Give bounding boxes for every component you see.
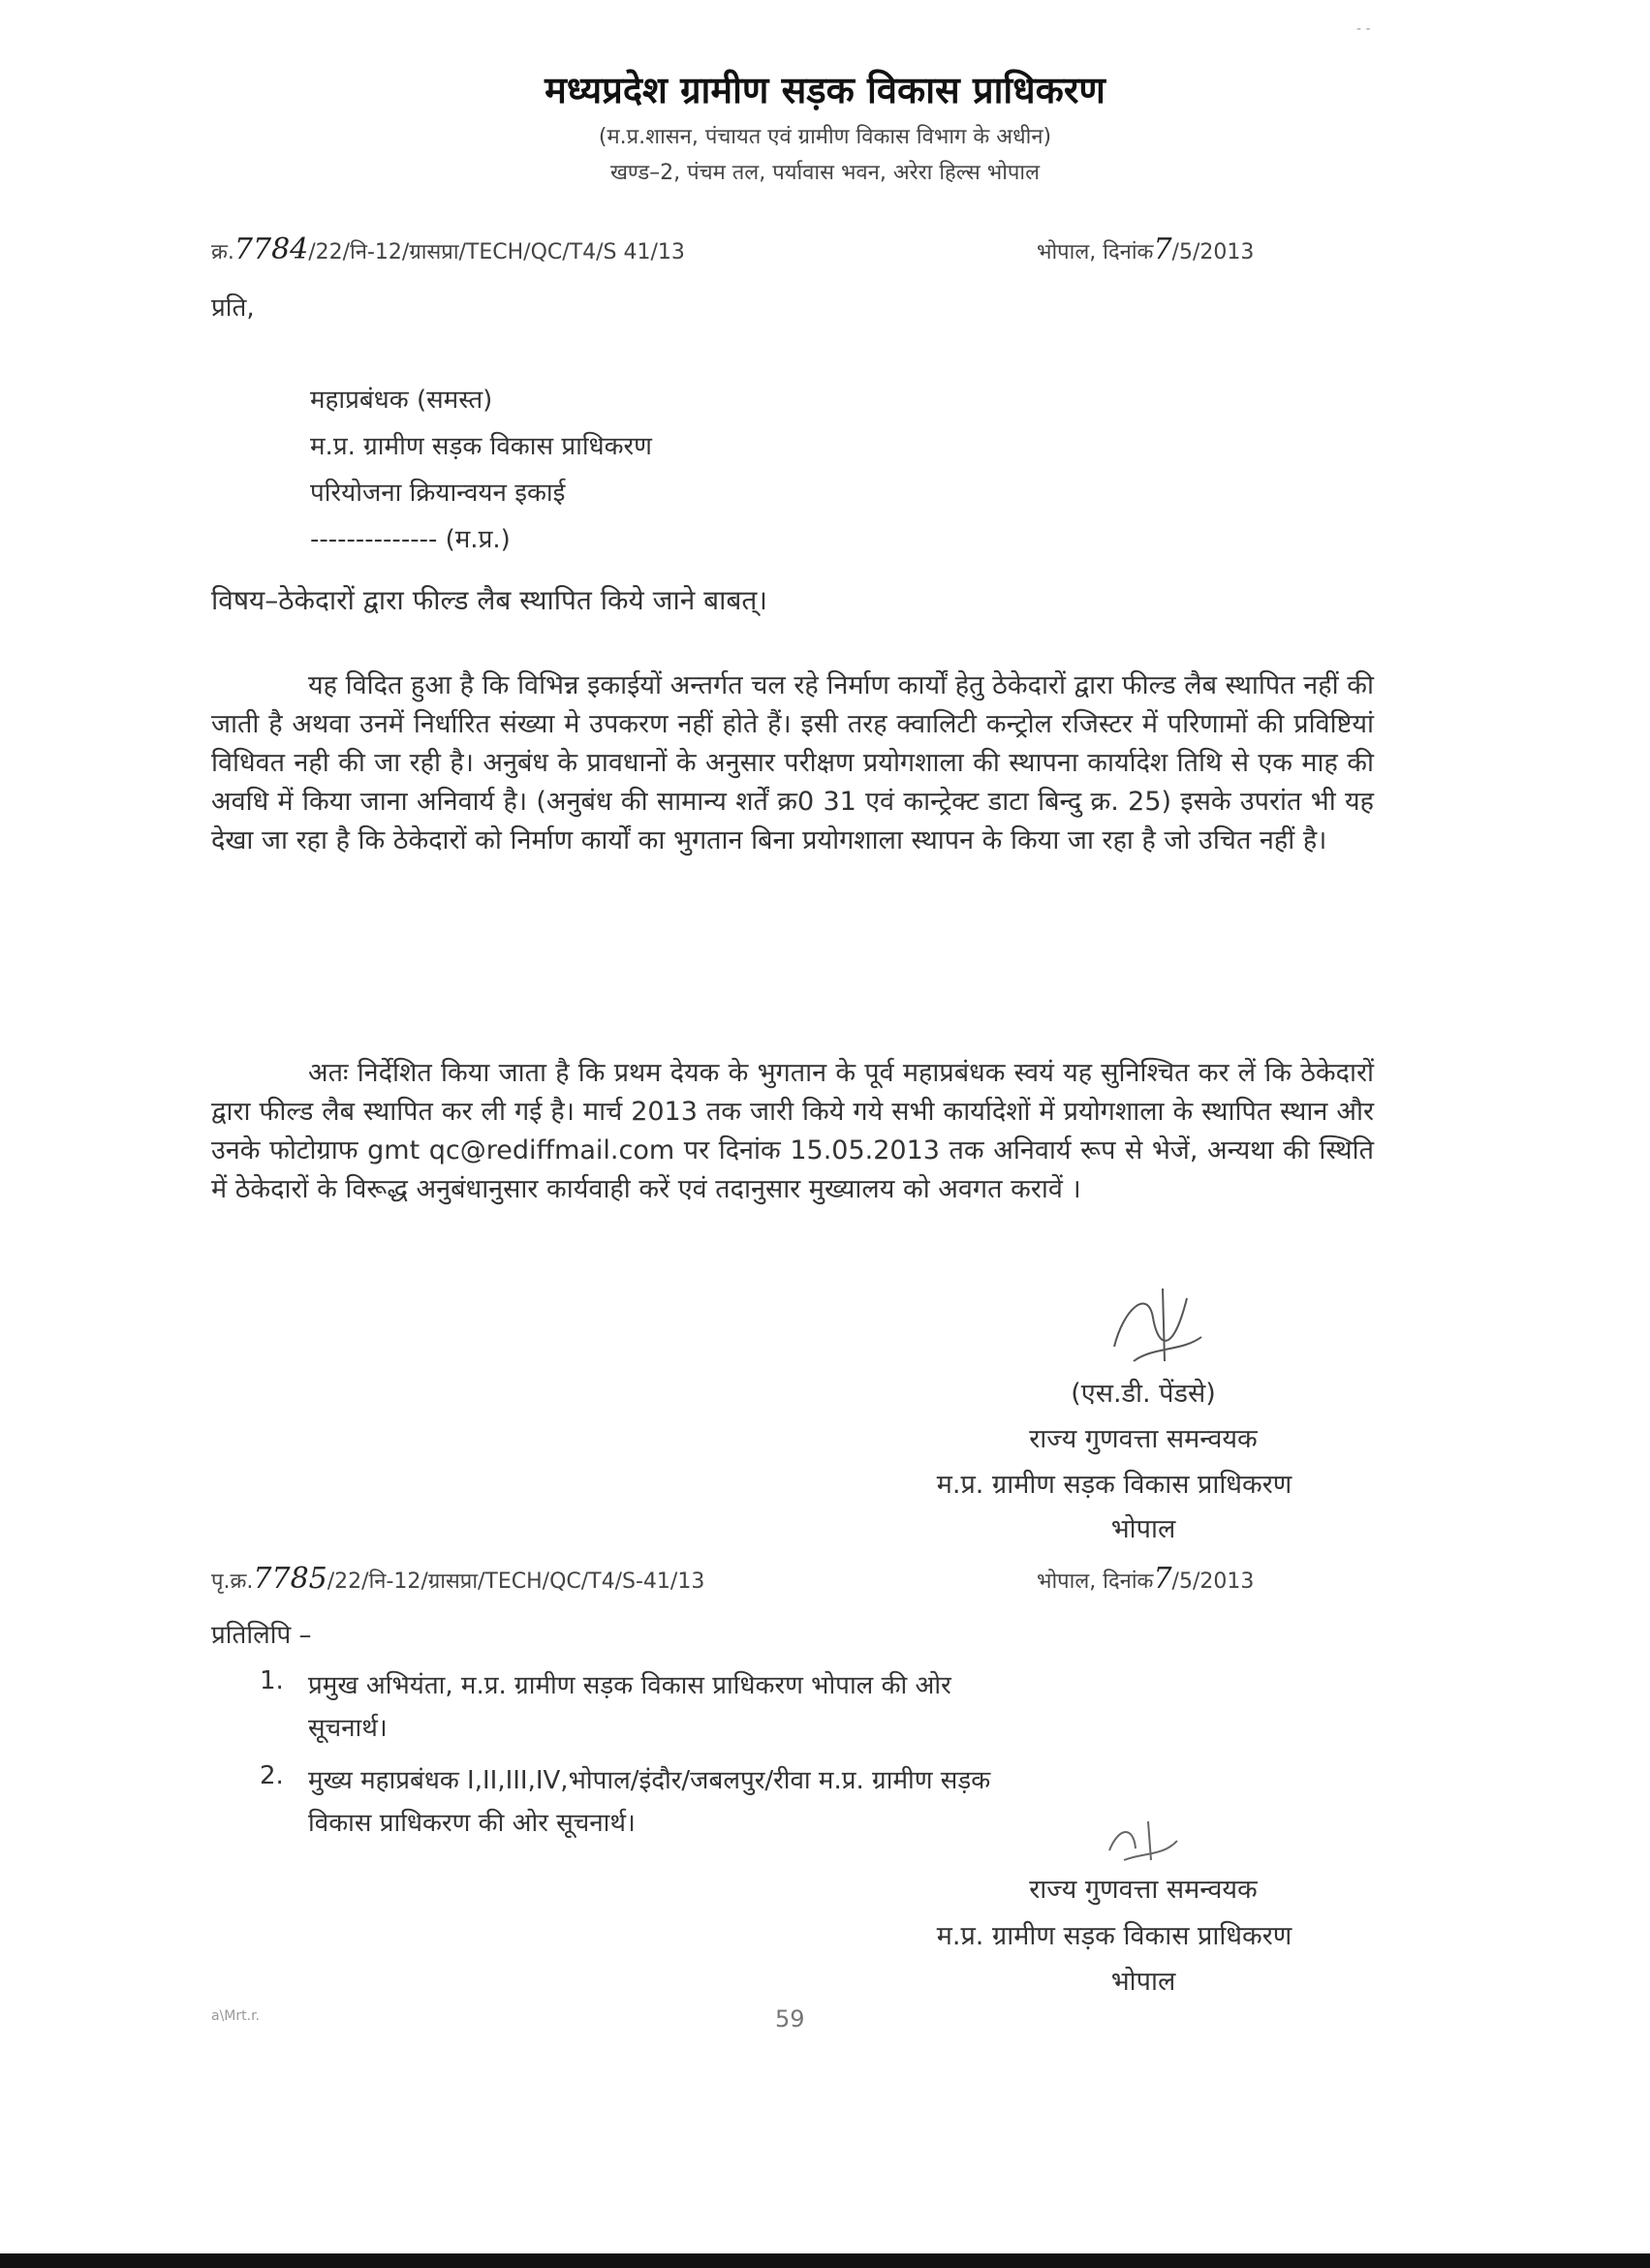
addressee-line-2: म.प्र. ग्रामीण सड़क विकास प्राधिकरण	[310, 432, 652, 461]
body-paragraph-1: यह विदित हुआ है कि विभिन्न इकाईयों अन्तर्गत चल रहे निर्माण कार्यों हेतु ठेकेदारों द्वारा फील्ड लैब स्थापित नहीं की जाती है अथवा उनमें निर्धारित संख्या मे उपकरण नहीं होते हैं। इसी तरह क्वालिटी कन्ट्रोल रजिस्टर में परिणामों की प्रविष्टियां विधिवत नही की जा रही है। अनुबंध के प्रावधानों के अनुसार परीक्षण प्रयोगशाला की स्थापना कार्यादेश तिथि से एक माह की अवधि में किया जाना अनिवार्य है। (अनुबंध की सामान्य शर्तें क्र0 31 एवं कान्ट्रेक्ट डाटा बिन्दु क्र. 25) इसके उपरांत भी यह देखा जा रहा है कि ठेकेदारों को निर्माण कार्यों का भुगतान बिना प्रयोगशाला स्थापन के किया जा रहा है जो उचित नहीं है।	[211, 670, 1374, 855]
copy-item-2-number: 2.	[260, 1761, 284, 1790]
signatory-designation: राज्य गुणवत्ता समन्वयक	[1029, 1424, 1258, 1454]
signatory-name: (एस.डी. पेंडसे)	[1071, 1379, 1216, 1409]
copy-signatory-org: म.प्र. ग्रामीण सड़क विकास प्राधिकरण	[936, 1921, 1292, 1951]
org-title: मध्यप्रदेश ग्रामीण सड़क विकास प्राधिकरण	[545, 69, 1105, 111]
copy-signatory-designation: राज्य गुणवत्ता समन्वयक	[1029, 1875, 1258, 1905]
date-handwritten: 7	[1153, 233, 1172, 266]
page-number: 59	[775, 2005, 805, 2033]
copy-signatory-place: भोपाल	[1110, 1967, 1176, 1997]
body-paragraph-2: अतः निर्देशित किया जाता है कि प्रथम देयक के भुगतान के पूर्व महाप्रबंधक स्वयं यह सुनिश्चित कर लें कि ठेकेदारों द्वारा फील्ड लैब स्थापित कर ली गई है। मार्च 2013 तक जारी किये गये सभी कार्यादेशों में प्रयोगशाला के स्थापित स्थान और उनके फोटोग्राफ gmt qc@rediffmail.com पर दिनांक 15.05.2013 तक अनिवार्य रूप से भेजें, अन्यथा की स्थिति में ठेकेदारों के विरूद्ध अनुबंधानुसार कार्यवाही करें एवं तदानुसार मुख्यालय को अवगत करावें ।	[211, 1058, 1374, 1204]
copy-ref-number-handwritten: 7785	[253, 1562, 327, 1596]
copy-heading: प्रतिलिपि –	[211, 1621, 312, 1650]
addressee-line-1: महाप्रबंधक (समस्त)	[310, 386, 493, 415]
ref-text: /22/नि-12/ग्रासप्रा/TECH/QC/T4/S 41/13	[308, 240, 685, 264]
signatory-place: भोपाल	[1110, 1514, 1176, 1544]
date-label: भोपाल, दिनांक	[1037, 240, 1154, 264]
copy-item-1-number: 1.	[260, 1666, 284, 1695]
copy-signature-scribble	[1095, 1812, 1192, 1870]
scan-speck: - -	[1356, 21, 1371, 37]
letter-ref-line	[211, 233, 685, 266]
salutation: प्रति,	[211, 294, 255, 323]
copy-item-1-line-2: सूचनार्थ।	[308, 1714, 388, 1743]
org-address: खण्ड–2, पंचम तल, पर्यावास भवन, अरेरा हिल्स भोपाल	[609, 161, 1041, 185]
footer-note: a\Mrt.r.	[211, 2008, 260, 2024]
copy-date-label: भोपाल, दिनांक	[1037, 1569, 1154, 1594]
copy-ref-text: /22/नि-12/ग्रासप्रा/TECH/QC/T4/S-41/13	[327, 1569, 705, 1594]
org-subtitle: (म.प्र.शासन, पंचायत एवं ग्रामीण विकास विभाग के अधीन)	[598, 125, 1052, 149]
subject-line: विषय–ठेकेदारों द्वारा फील्ड लैब स्थापित किये जाने बाबत्।	[211, 584, 767, 616]
addressee-line-4: -------------- (म.प्र.)	[310, 525, 511, 554]
copy-date-handwritten: 7	[1153, 1562, 1172, 1596]
date-rest: /5/2013	[1171, 240, 1255, 264]
signatory-org: म.प्र. ग्रामीण सड़क विकास प्राधिकरण	[936, 1470, 1292, 1500]
copy-ref-line	[211, 1562, 704, 1596]
copy-date-rest: /5/2013	[1171, 1569, 1255, 1594]
copy-date	[1037, 1562, 1254, 1596]
ref-number-handwritten: 7784	[233, 233, 309, 266]
signature-scribble	[1095, 1269, 1221, 1376]
copy-item-2-line-1: मुख्य महाप्रबंधक I,II,III,IV,भोपाल/इंदौर/जबलपुर/रीवा म.प्र. ग्रामीण सड़क	[308, 1766, 991, 1795]
copy-item-2-line-2: विकास प्राधिकरण की ओर सूचनार्थ।	[308, 1809, 636, 1838]
letter-date	[1037, 233, 1254, 266]
ref-prefix: क्र.	[211, 240, 234, 264]
scan-bottom-edge	[0, 2253, 1650, 2268]
copy-ref-prefix: पृ.क्र.	[211, 1569, 254, 1594]
copy-item-1-line-1: प्रमुख अभियंता, म.प्र. ग्रामीण सड़क विकास प्राधिकरण भोपाल की ओर	[308, 1671, 951, 1700]
addressee-line-3: परियोजना क्रियान्वयन इकाई	[310, 479, 566, 508]
